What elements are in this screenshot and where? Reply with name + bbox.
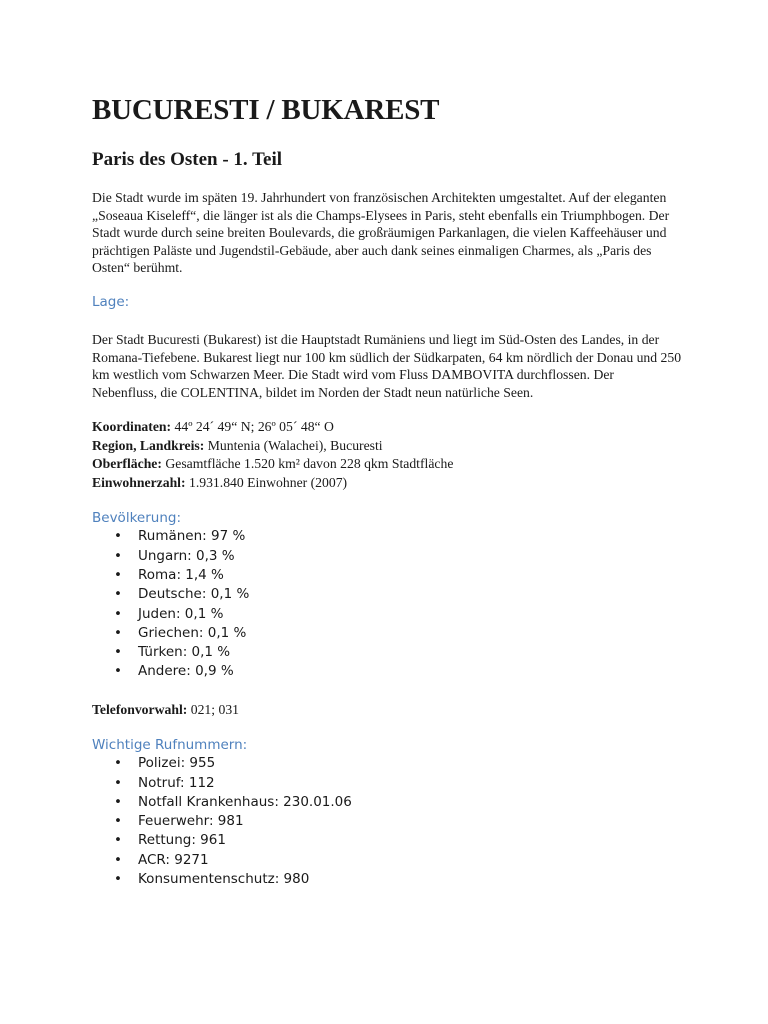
bullet-icon: • xyxy=(114,624,122,641)
bullet-icon: • xyxy=(114,586,122,603)
fact-einwohnerzahl xyxy=(92,474,682,493)
fact-label: Telefonvorwahl: xyxy=(92,701,188,717)
fact-value: 021; 031 xyxy=(187,701,240,717)
fact-label: Region, Landkreis: xyxy=(92,437,205,453)
document-subtitle: Paris des Osten - 1. Teil xyxy=(92,149,283,170)
section-heading-lage: Lage: xyxy=(92,293,130,310)
bullet-icon: • xyxy=(114,755,122,772)
list-item: • Andere: 0,9 % xyxy=(92,662,682,681)
list-item: • Notruf: 112 xyxy=(92,774,682,793)
document-page xyxy=(92,92,682,889)
fact-region xyxy=(92,437,682,456)
bullet-icon: • xyxy=(114,774,122,791)
bullet-icon: • xyxy=(114,813,122,830)
document-title: BUCURESTI / BUKAREST xyxy=(92,94,440,126)
bullet-icon: • xyxy=(114,644,122,661)
list-item: • Ungarn: 0,3 % xyxy=(92,547,682,566)
list-item: • Griechen: 0,1 % xyxy=(92,624,682,643)
bullet-icon: • xyxy=(114,793,122,810)
facts-block xyxy=(92,418,682,492)
fact-label: Oberfläche: xyxy=(92,456,162,472)
bullet-icon: • xyxy=(114,663,122,680)
list-item: • Deutsche: 0,1 % xyxy=(92,585,682,604)
fact-telefonvorwahl xyxy=(92,701,682,720)
bullet-icon: • xyxy=(114,547,122,564)
rufnummern-list xyxy=(92,754,682,889)
bullet-icon: • xyxy=(114,871,122,887)
bullet-icon: • xyxy=(114,528,122,545)
fact-value: 44º 24´ 49“ N; 26º 05´ 48“ O xyxy=(171,419,334,435)
fact-oberflaeche xyxy=(92,455,682,474)
fact-label: Koordinaten: xyxy=(92,419,172,435)
bullet-icon: • xyxy=(114,566,122,583)
intro-paragraph: Die Stadt wurde im späten 19. Jahrhundert von französischen Architekten umgestaltet. Auf der eleganten „Soseaua Kiseleff“, die länger ist als die Champs-Elysees in Paris, steht ebenfalls ein Triumphbogen. Der Stadt wurde durch seine breiten Boulevards, die großräumigen Parkanlagen, die vielen Kaffeehäuser und prächtigen Paläste und Jugendstil-Gebäude, aber auch dank seines einmaligen Charmes, als „Paris des Osten“ berühmt. xyxy=(92,190,670,276)
list-item: • Polizei: 955 xyxy=(92,754,682,773)
list-item: • Notfall Krankenhaus: 230.01.06 xyxy=(92,793,682,812)
list-item: • ACR: 9271 xyxy=(92,851,682,870)
bullet-icon: • xyxy=(114,851,122,868)
list-item: • Rumänen: 97 % xyxy=(92,527,682,546)
bullet-icon: • xyxy=(114,832,122,849)
section-heading-rufnummern: Wichtige Rufnummern: xyxy=(92,737,248,754)
fact-value: 1.931.840 Einwohner (2007) xyxy=(185,474,348,490)
bevoelkerung-list xyxy=(92,527,682,681)
fact-value: Gesamtfläche 1.520 km² davon 228 qkm Stadtfläche xyxy=(161,456,454,472)
fact-value: Muntenia (Walachei), Bucuresti xyxy=(204,437,383,453)
list-item: • Feuerwehr: 981 xyxy=(92,812,682,831)
list-item: • Rettung: 961 xyxy=(92,831,682,850)
list-item: • Juden: 0,1 % xyxy=(92,605,682,624)
section-heading-bevoelkerung: Bevölkerung: xyxy=(92,510,181,527)
list-item: • Türken: 0,1 % xyxy=(92,643,682,662)
bullet-icon: • xyxy=(114,605,122,622)
fact-label: Einwohnerzahl: xyxy=(92,474,186,490)
fact-koordinaten xyxy=(92,418,682,437)
list-item: • Konsumentenschutz: 980 xyxy=(92,870,682,889)
lage-paragraph: Der Stadt Bucuresti (Bukarest) ist die Hauptstadt Rumäniens und liegt im Süd-Osten des Landes, in der Romana-Tiefebene. Bukarest liegt nur 100 km südlich der Südkarpaten, 64 km nördlich der Donau und 250 km westlich vom Schwarzen Meer. Die Stadt wird vom Fluss DAMBOVITA durchflossen. Der Nebenfluss, die COLENTINA, bildet im Norden der Stadt neun natürliche Seen. xyxy=(92,331,682,400)
list-item: • Roma: 1,4 % xyxy=(92,566,682,585)
